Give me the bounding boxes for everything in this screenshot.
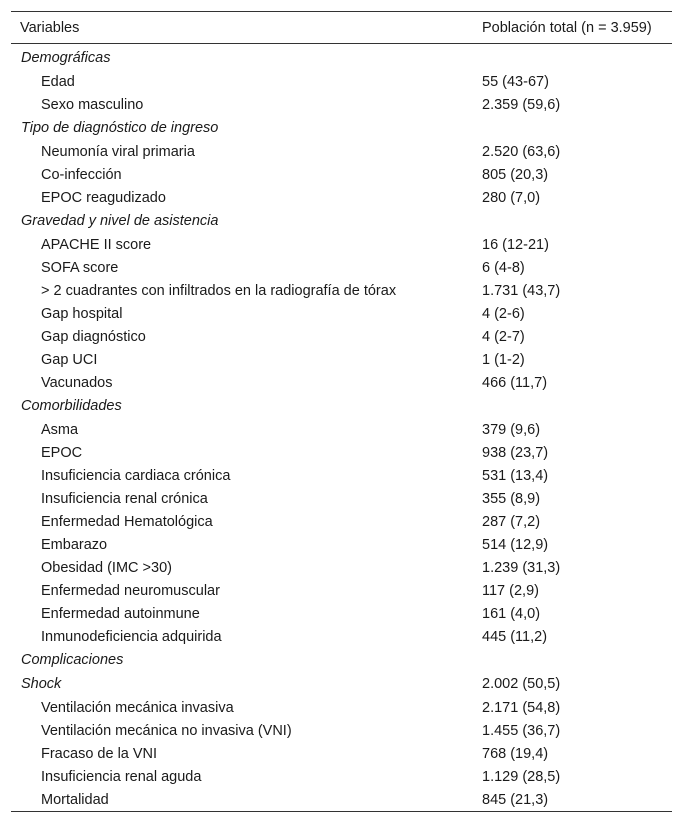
variable-label: EPOC xyxy=(41,444,83,461)
table-row xyxy=(11,788,672,811)
variable-value: 1.731 (43,7) xyxy=(482,282,561,299)
table-row xyxy=(11,418,672,441)
table-body xyxy=(11,44,672,812)
variable-value: 4 (2-7) xyxy=(482,328,525,345)
variable-value: 1.455 (36,7) xyxy=(482,722,561,739)
variable-label: Gap UCI xyxy=(41,351,98,368)
variable-label: Enfermedad Hematológica xyxy=(41,513,213,530)
variable-label: Mortalidad xyxy=(41,791,109,808)
table-row xyxy=(11,279,672,302)
section-title: Gravedad y nivel de asistencia xyxy=(21,213,219,229)
variable-label: Insuficiencia renal crónica xyxy=(41,490,208,507)
header-variables: Variables xyxy=(11,12,478,44)
variable-label: Gap hospital xyxy=(41,305,123,322)
variable-value: 531 (13,4) xyxy=(482,467,549,484)
variable-value: 161 (4,0) xyxy=(482,605,541,622)
table-row xyxy=(11,742,672,765)
variable-value: 514 (12,9) xyxy=(482,536,549,553)
table-row xyxy=(11,302,672,325)
table-row xyxy=(11,556,672,579)
variable-value: 938 (23,7) xyxy=(482,444,549,461)
table-row xyxy=(11,487,672,510)
table-row xyxy=(11,233,672,256)
table-row xyxy=(11,140,672,163)
section-title: Tipo de diagnóstico de ingreso xyxy=(21,120,219,136)
variable-value: 845 (21,3) xyxy=(482,791,549,808)
header-row xyxy=(11,12,672,44)
section-value xyxy=(478,116,672,140)
section-row-shock xyxy=(11,672,672,696)
variable-label: Gap diagnóstico xyxy=(41,328,146,345)
variable-value: 16 (12-21) xyxy=(482,236,549,253)
table-row xyxy=(11,256,672,279)
variable-value: 466 (11,7) xyxy=(482,374,548,391)
variable-label: Fracaso de la VNI xyxy=(41,745,158,762)
table-row xyxy=(11,163,672,186)
variable-value: 768 (19,4) xyxy=(482,745,549,762)
table-row xyxy=(11,441,672,464)
variable-label: SOFA score xyxy=(41,259,119,276)
variable-value: 117 (2,9) xyxy=(482,582,539,599)
section-value xyxy=(478,209,672,233)
table-row xyxy=(11,510,672,533)
section-row-comorbilidades xyxy=(11,394,672,418)
table-row xyxy=(11,464,672,487)
table-row xyxy=(11,765,672,788)
variable-label: Vacunados xyxy=(41,374,113,391)
variable-value: 1.129 (28,5) xyxy=(482,768,561,785)
table-row xyxy=(11,371,672,394)
population-table xyxy=(11,12,672,811)
variable-label: Enfermedad neuromuscular xyxy=(41,582,220,599)
variable-label: Ventilación mecánica no invasiva (VNI) xyxy=(41,722,292,739)
variable-value: 2.171 (54,8) xyxy=(482,699,561,716)
variable-label: EPOC reagudizado xyxy=(41,189,166,206)
variable-label: Asma xyxy=(41,421,79,438)
variable-value: 355 (8,9) xyxy=(482,490,541,507)
variable-label: Inmunodeficiencia adquirida xyxy=(41,628,222,645)
variable-value: 2.359 (59,6) xyxy=(482,96,561,113)
header-total-population: Población total (n = 3.959) xyxy=(478,12,672,44)
variable-label: Insuficiencia cardiaca crónica xyxy=(41,467,231,484)
table-header xyxy=(11,12,672,44)
table-row xyxy=(11,325,672,348)
table-row xyxy=(11,348,672,371)
section-value xyxy=(478,44,672,71)
table-row xyxy=(11,186,672,209)
section-value xyxy=(478,648,672,672)
variable-label: Obesidad (IMC >30) xyxy=(41,559,172,576)
variable-label: Enfermedad autoinmune xyxy=(41,605,200,622)
variable-value: 805 (20,3) xyxy=(482,166,549,183)
table-row xyxy=(11,625,672,648)
variable-value: 4 (2-6) xyxy=(482,305,525,322)
table-row xyxy=(11,93,672,116)
variable-value: 1.239 (31,3) xyxy=(482,559,561,576)
table-row xyxy=(11,579,672,602)
variable-value: 1 (1-2) xyxy=(482,351,525,368)
section-title: Shock xyxy=(21,676,62,692)
section-value: 2.002 (50,5) xyxy=(482,676,561,692)
variable-label: Ventilación mecánica invasiva xyxy=(41,699,234,716)
section-title: Comorbilidades xyxy=(21,398,122,414)
section-row-tipo-de-diagnostico-de-ingreso xyxy=(11,116,672,140)
variable-label: Co-infección xyxy=(41,166,122,183)
table-row xyxy=(11,533,672,556)
section-row-demograficas xyxy=(11,44,672,71)
variable-label: Embarazo xyxy=(41,536,108,553)
table-row xyxy=(11,70,672,93)
variable-value: 2.520 (63,6) xyxy=(482,143,561,160)
section-row-gravedad-y-nivel-de-asistencia xyxy=(11,209,672,233)
variable-value: 445 (11,2) xyxy=(482,628,548,645)
section-title: Demográficas xyxy=(21,50,111,66)
variable-value: 280 (7,0) xyxy=(482,189,541,206)
section-title: Complicaciones xyxy=(21,652,124,668)
section-row-complicaciones xyxy=(11,648,672,672)
table-row xyxy=(11,602,672,625)
variable-label: Insuficiencia renal aguda xyxy=(41,768,202,785)
table-row xyxy=(11,719,672,742)
section-value xyxy=(478,394,672,418)
variable-value: 6 (4-8) xyxy=(482,259,525,276)
data-table-container xyxy=(11,11,672,812)
variable-value: 287 (7,2) xyxy=(482,513,541,530)
variable-label: Sexo masculino xyxy=(41,96,144,113)
variable-label: Neumonía viral primaria xyxy=(41,143,195,160)
variable-label: APACHE II score xyxy=(41,236,152,253)
variable-value: 55 (43-67) xyxy=(482,73,549,90)
variable-value: 379 (9,6) xyxy=(482,421,541,438)
table-row xyxy=(11,696,672,719)
variable-label: Edad xyxy=(41,73,75,90)
variable-label: > 2 cuadrantes con infiltrados en la radiografía de tórax xyxy=(41,282,397,299)
